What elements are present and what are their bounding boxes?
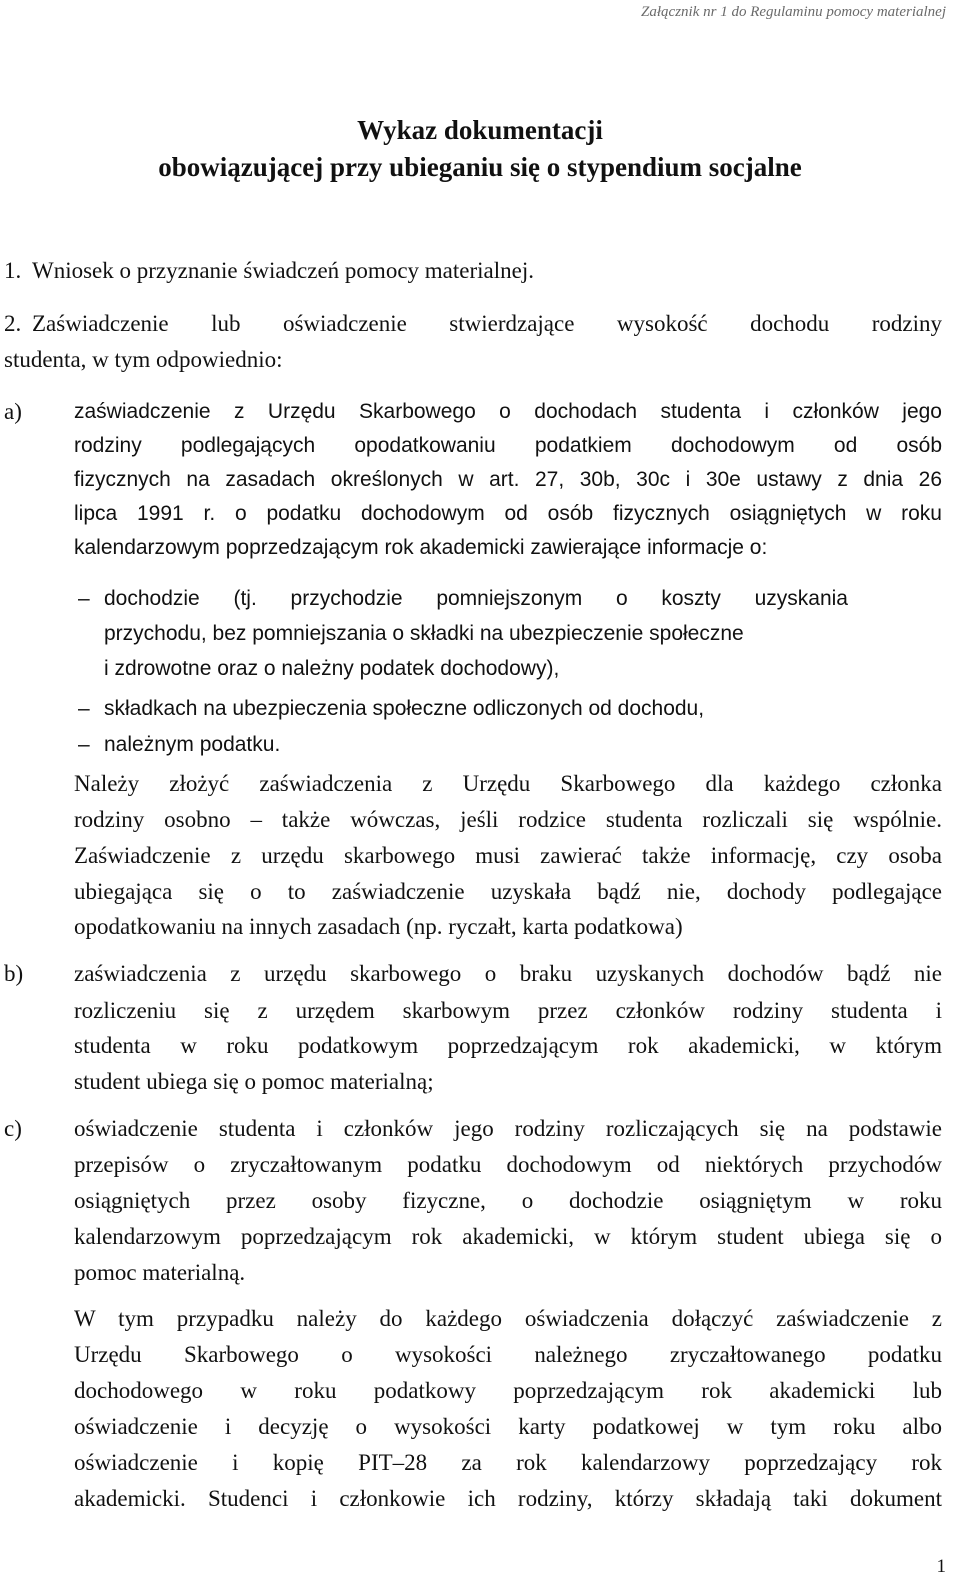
sub-a-note-line: rodziny osobno – także wówczas, jeśli rodzice studenta rozliczali się wspólnie.: [74, 807, 942, 832]
sub-c-line: oświadczenie studenta i członków jego rodziny rozliczających się na podstawie: [74, 1116, 942, 1141]
sub-c-note-line: oświadczenie i kopię PIT–28 za rok kalendarzowy poprzedzający rok: [74, 1450, 942, 1475]
sub-c-label: c): [4, 1116, 22, 1141]
item-2-line: studenta, w tym odpowiednio:: [4, 347, 283, 372]
page-number: 1: [936, 1556, 946, 1577]
document-title-line-2: obowiązującej przy ubieganiu się o stypendium socjalne: [158, 152, 802, 182]
item-1-number: 1.: [4, 258, 22, 283]
sub-c-line: osiągniętych przez osoby fizyczne, o dochodzie osiągniętym w roku: [74, 1188, 942, 1213]
bullet-1-line: i zdrowotne oraz o należny podatek dochodowy),: [104, 657, 560, 680]
sub-a-note-line: opodatkowaniu na innych zasadach (np. ryczałt, karta podatkowa): [74, 914, 683, 939]
bullet-dash-icon: –: [78, 697, 90, 720]
attachment-note: Załącznik nr 1 do Regulaminu pomocy materialnej: [641, 4, 946, 20]
item-2-number: 2.: [4, 311, 22, 336]
sub-c-note-line: dochodowego w roku podatkowy poprzedzającym rok akademicki lub: [74, 1378, 942, 1403]
bullet-3-line: należnym podatku.: [104, 733, 281, 756]
sub-a-label: a): [4, 399, 22, 424]
sub-a-line: lipca 1991 r. o podatku dochodowym od osób fizycznych osiągniętych w roku: [74, 502, 942, 525]
sub-c-note-line: W tym przypadku należy do każdego oświadczenia dołączyć zaświadczenie z: [74, 1306, 942, 1331]
sub-c-line: przepisów o zryczałtowanym podatku dochodowym od niektórych przychodów: [74, 1152, 942, 1177]
sub-b-label: b): [4, 961, 24, 986]
sub-c-line: kalendarzowym poprzedzającym rok akademicki, w którym student ubiega się o: [74, 1224, 942, 1249]
bullet-2-line: składkach na ubezpieczenia społeczne odliczonych od dochodu,: [104, 697, 705, 720]
bullet-dash-icon: –: [78, 587, 90, 610]
sub-a-line: kalendarzowym poprzedzającym rok akademicki zawierające informacje o:: [74, 536, 768, 559]
sub-a-note-line: Należy złożyć zaświadczenia z Urzędu Skarbowego dla każdego członka: [74, 771, 942, 796]
bullet-1-line: przychodu, bez pomniejszania o składki na ubezpieczenie społeczne: [104, 622, 744, 645]
item-2-line: Zaświadczenie lub oświadczenie stwierdzające wysokość dochodu rodziny: [32, 311, 942, 336]
sub-a-line: zaświadczenie z Urzędu Skarbowego o dochodach studenta i członków jego: [74, 400, 942, 423]
sub-b-line: student ubiega się o pomoc materialną;: [74, 1069, 434, 1094]
item-1-text: Wniosek o przyznanie świadczeń pomocy materialnej.: [32, 258, 534, 283]
sub-c-note-line: oświadczenie i decyzję o wysokości karty podatkowej w tym roku albo: [74, 1414, 942, 1439]
sub-a-note-line: ubiegająca się o to zaświadczenie uzyskała bądź nie, dochody podlegające: [74, 879, 942, 904]
sub-a-line: fizycznych na zasadach określonych w art. 27, 30b, 30c i 30e ustawy z dnia 26: [74, 468, 942, 491]
document-title-line-1: Wykaz dokumentacji: [357, 115, 603, 145]
sub-c-note-line: akademicki. Studenci i członkowie ich rodziny, którzy składają taki dokument: [74, 1486, 942, 1511]
sub-a-note-line: Zaświadczenie z urzędu skarbowego musi zawierać także informację, czy osoba: [74, 843, 942, 868]
sub-c-note-line: Urzędu Skarbowego o wysokości należnego zryczałtowanego podatku: [74, 1342, 942, 1367]
bullet-dash-icon: –: [78, 733, 90, 756]
bullet-1-line: dochodzie (tj. przychodzie pomniejszonym o koszty uzyskania: [104, 587, 848, 610]
sub-c-line: pomoc materialną.: [74, 1260, 246, 1285]
sub-b-line: rozliczeniu się z urzędem skarbowym przez członków rodziny studenta i: [74, 998, 942, 1023]
sub-a-line: rodziny podlegających opodatkowaniu podatkiem dochodowym od osób: [74, 434, 942, 457]
sub-b-line: studenta w roku podatkowym poprzedzającym rok akademicki, w którym: [74, 1033, 942, 1058]
sub-b-line: zaświadczenia z urzędu skarbowego o braku uzyskanych dochodów bądź nie: [74, 961, 942, 986]
